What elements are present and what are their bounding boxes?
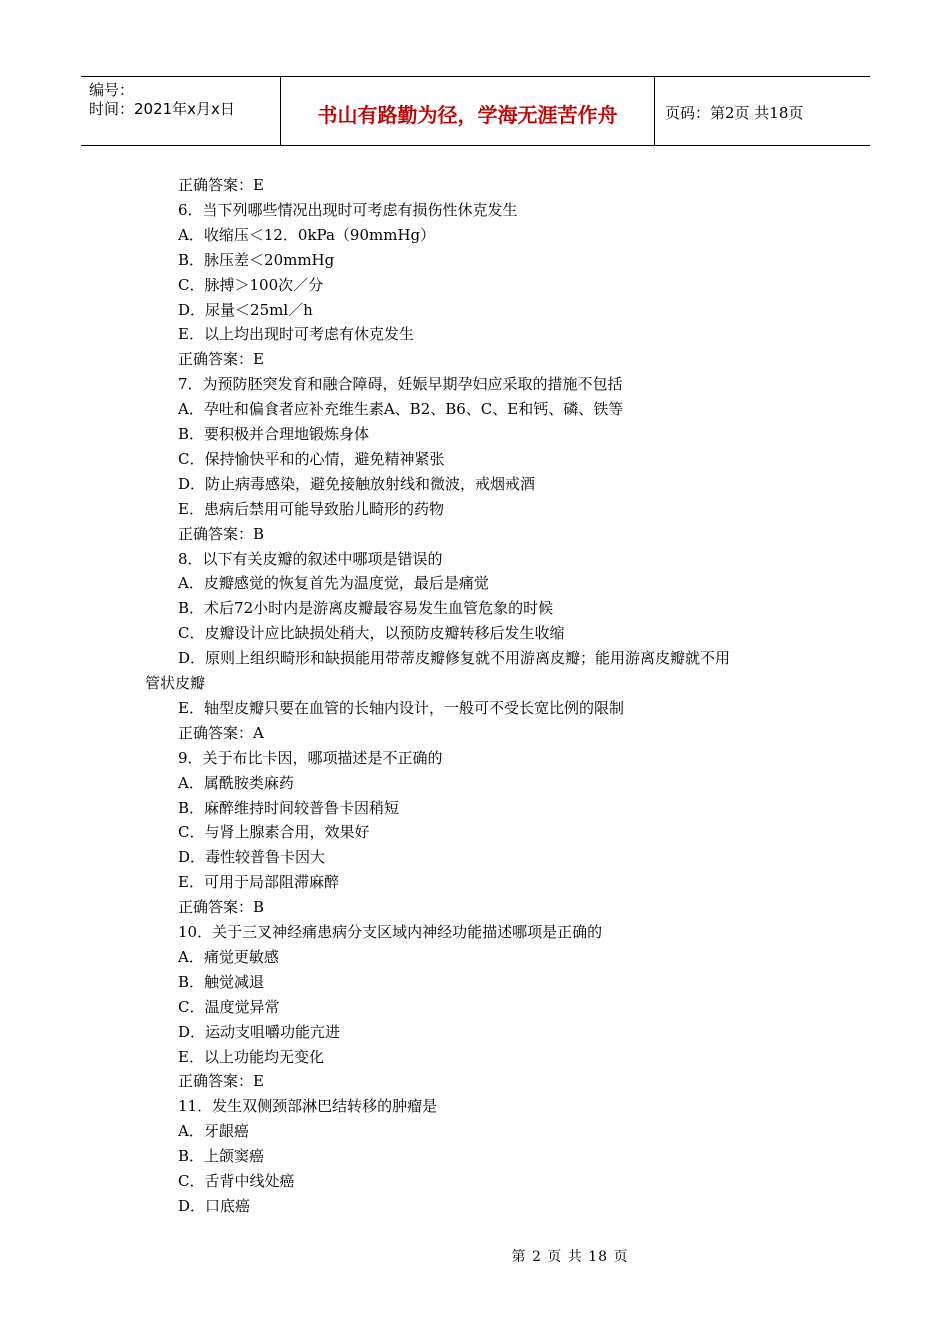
header-page-cell <box>655 77 870 145</box>
motto-text: 书山有路勤为径，学海无涯苦作舟 <box>317 103 618 127</box>
text-line: 正确答案：E <box>178 176 264 194</box>
text-line: 11．发生双侧颈部淋巴结转移的肿瘤是 <box>178 1097 438 1116</box>
text-line: 9．关于布比卡因，哪项描述是不正确的 <box>178 748 443 767</box>
text-line: 8．以下有关皮瓣的叙述中哪项是错误的 <box>178 549 443 568</box>
text-line: A．孕吐和偏食者应补充维生素A、B2、B6、C、E和钙、磷、铁等 <box>178 400 624 419</box>
text-line: B．术后72小时内是游离皮瓣最容易发生血管危象的时候 <box>178 599 554 618</box>
text-line: 正确答案：E <box>178 1072 264 1091</box>
text-line: B．要积极并合理地锻炼身体 <box>178 425 370 443</box>
text-line: 7．为预防胚突发育和融合障碍，妊娠早期孕妇应采取的措施不包括 <box>178 375 623 394</box>
text-line: C．脉搏＞100次／分 <box>178 275 324 294</box>
text-line: A．牙龈癌 <box>178 1122 249 1141</box>
text-line: D．口底癌 <box>178 1196 251 1215</box>
header-motto-cell <box>280 77 655 145</box>
header-meta-cell <box>81 77 279 145</box>
text-line: C．温度觉异常 <box>178 997 280 1016</box>
text-line: E．以上均出现时可考虑有休克发生 <box>178 325 414 344</box>
page-footer: 第 2 页 共 18 页 <box>511 1249 629 1265</box>
text-line: C．皮瓣设计应比缺损处稍大，以预防皮瓣转移后发生收缩 <box>178 624 565 643</box>
page-info: 页码：第2页 共18页 <box>665 104 804 122</box>
text-line: 10．关于三叉神经痛患病分支区域内神经功能描述哪项是正确的 <box>178 923 603 941</box>
time-label: 时间：2021年x月x日 <box>89 100 235 118</box>
text-line: C．与肾上腺素合用，效果好 <box>178 823 370 842</box>
text-line: 正确答案：A <box>178 723 264 742</box>
text-line: A．皮瓣感觉的恢复首先为温度觉，最后是痛觉 <box>178 574 489 593</box>
text-line: A．痛觉更敏感 <box>178 947 279 966</box>
text-line: C．保持愉快平和的心情，避免精神紧张 <box>178 449 445 468</box>
text-line: C．舌背中线处癌 <box>178 1172 295 1190</box>
text-line: D．尿量＜25ml／h <box>178 300 313 319</box>
text-line: B．上颌窦癌 <box>178 1147 265 1166</box>
text-line: E．轴型皮瓣只要在血管的长轴内设计，一般可不受长宽比例的限制 <box>178 698 624 717</box>
text-line: E．以上功能均无变化 <box>178 1047 324 1066</box>
text-line: 正确答案：B <box>178 524 265 543</box>
text-line: 正确答案：E <box>178 350 264 369</box>
text-line: D．防止病毒感染，避免接触放射线和微波，戒烟戒酒 <box>178 474 536 493</box>
text-line: B．麻醉维持时间较普鲁卡因稍短 <box>178 798 400 817</box>
text-line: D．原则上组织畸形和缺损能用带蒂皮瓣修复就不用游离皮瓣；能用游离皮瓣就不用 <box>178 649 731 668</box>
number-label: 编号： <box>89 81 135 99</box>
text-line: 正确答案：B <box>178 898 265 917</box>
text-line: B．触觉减退 <box>178 972 265 991</box>
page-header <box>81 76 870 146</box>
text-line: 管状皮瓣 <box>145 674 206 692</box>
text-line: E．可用于局部阻滞麻醉 <box>178 873 339 892</box>
text-line: D．毒性较普鲁卡因大 <box>178 848 326 867</box>
text-line: E．患病后禁用可能导致胎儿畸形的药物 <box>178 499 444 518</box>
text-line: 6．当下列哪些情况出现时可考虑有损伤性休克发生 <box>178 200 518 219</box>
text-line: B．脉压差＜20mmHg <box>178 250 335 269</box>
text-line: A．收缩压＜12．0kPa（90mmHg） <box>178 225 436 244</box>
text-line: A．属酰胺类麻药 <box>178 773 294 792</box>
text-line: D．运动支咀嚼功能亢进 <box>178 1022 341 1041</box>
